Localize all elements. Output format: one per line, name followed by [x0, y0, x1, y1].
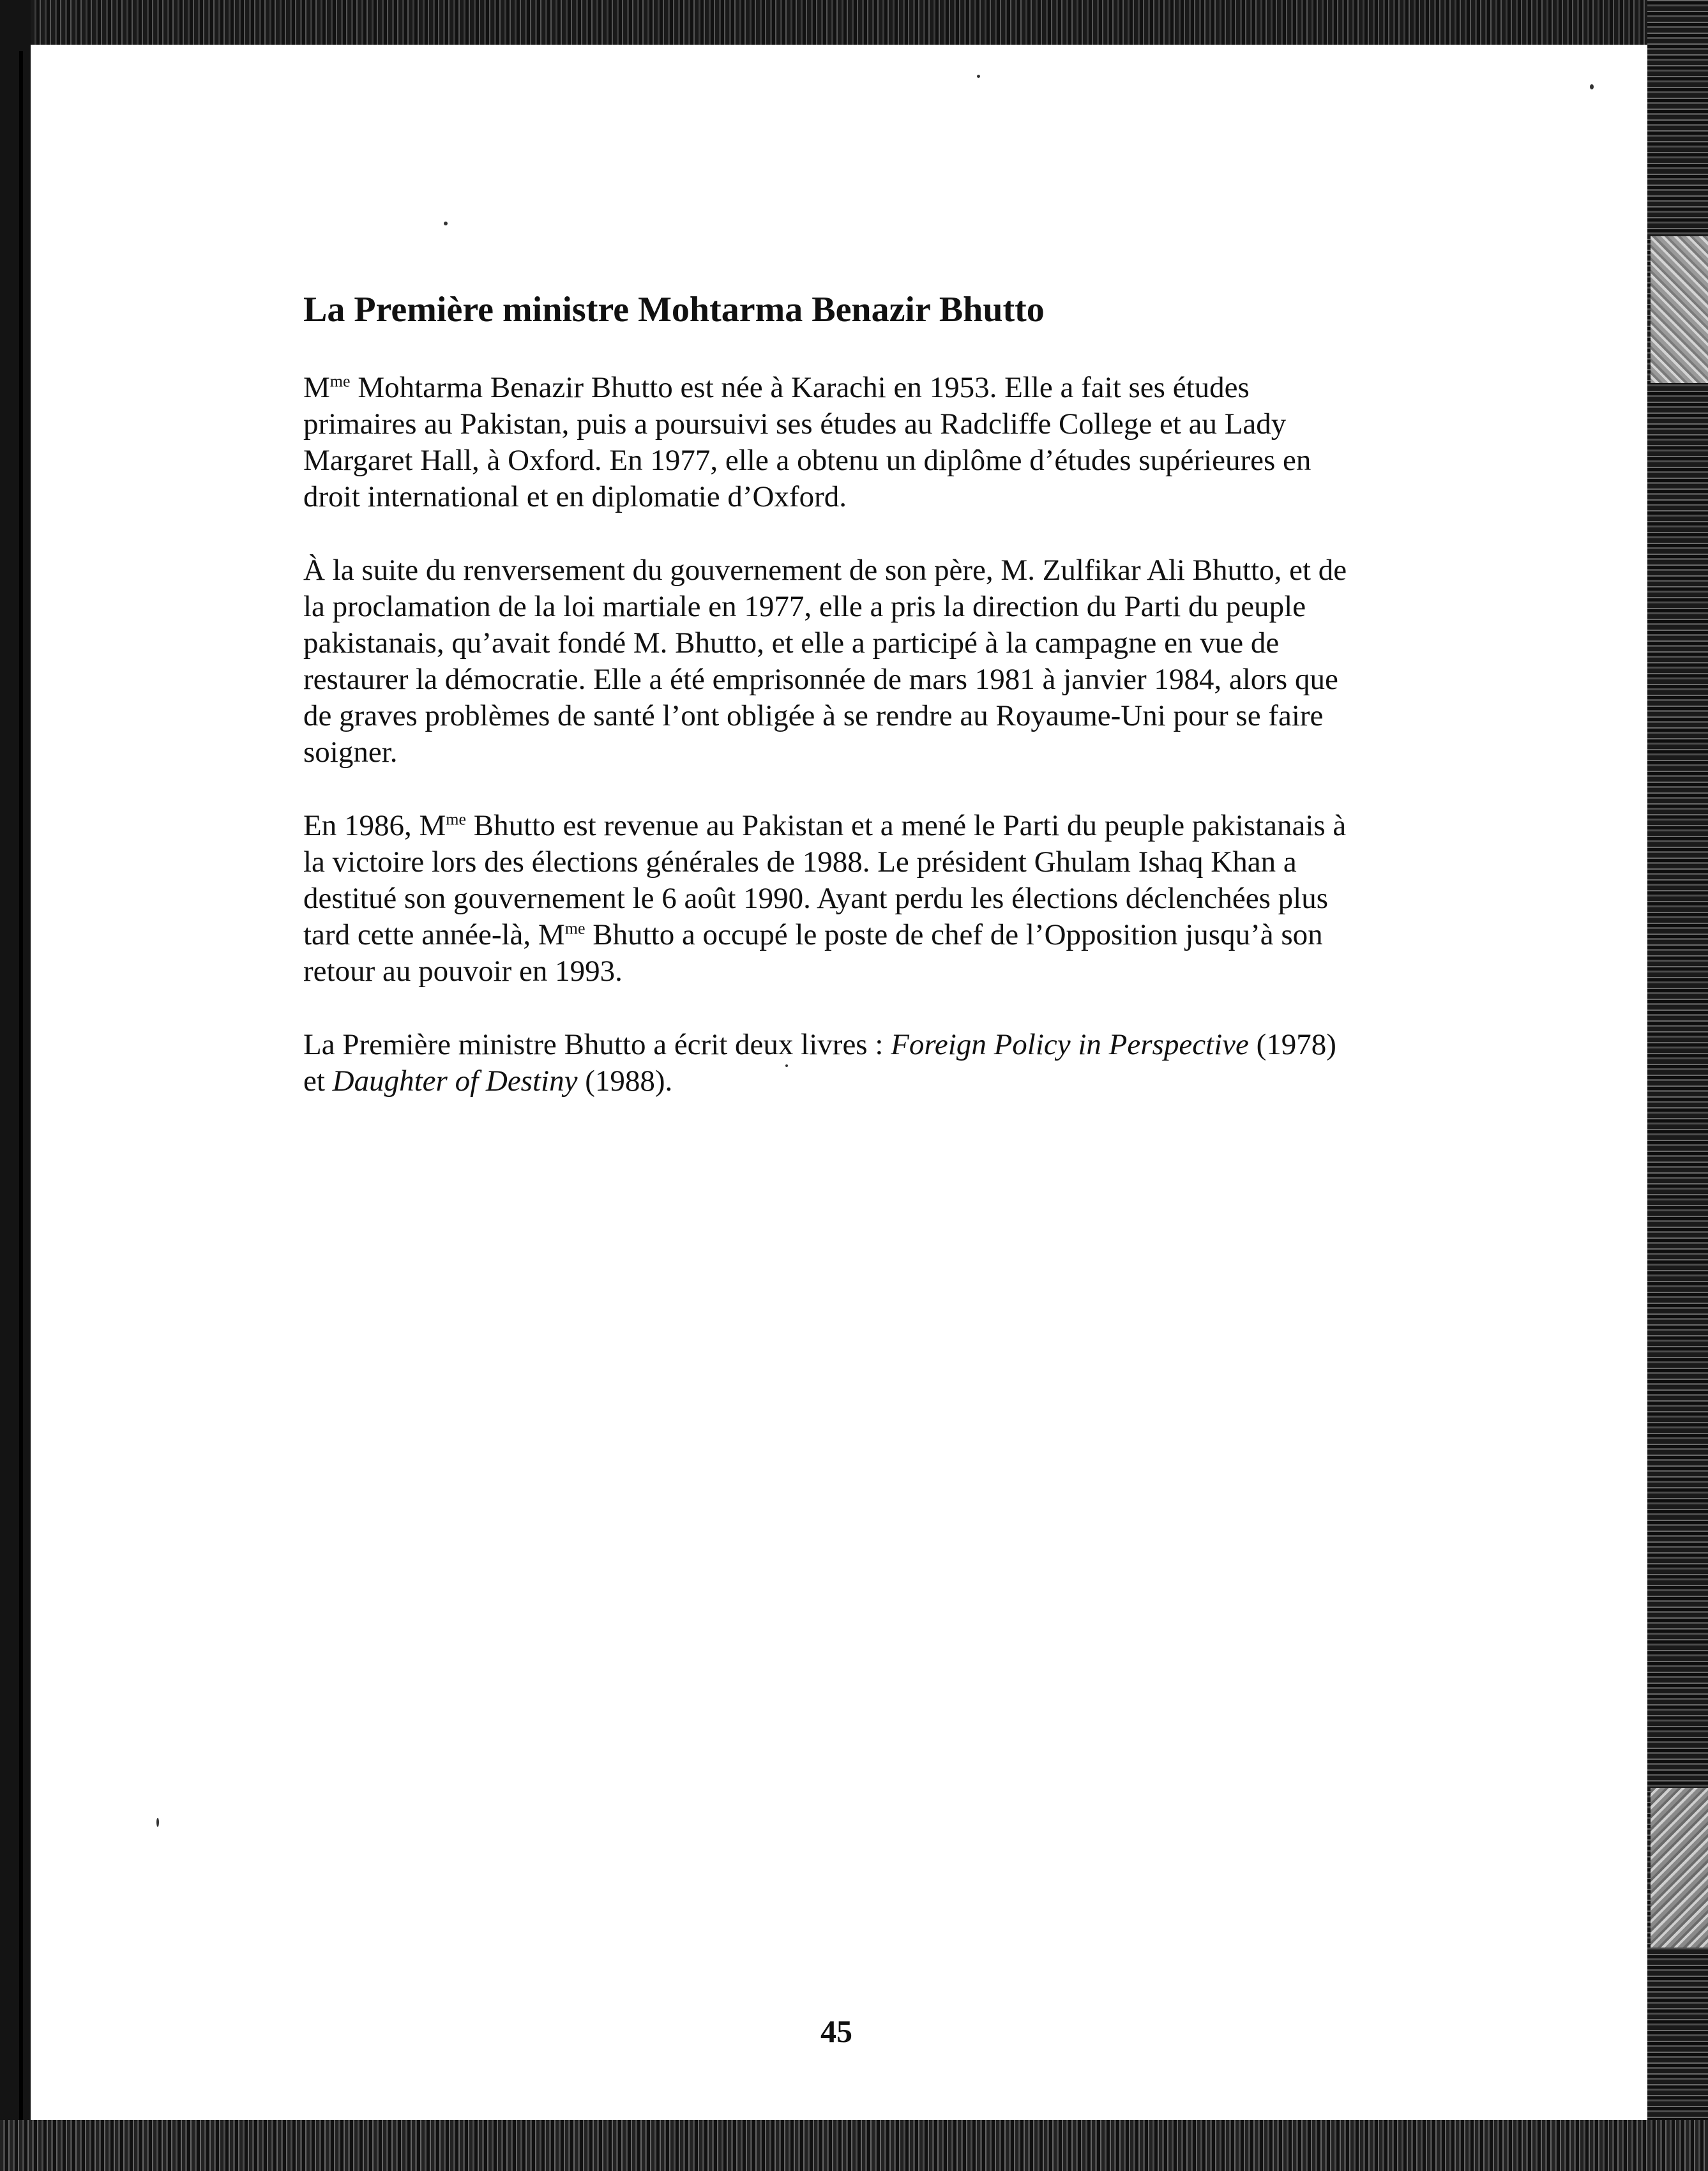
scan-artifact-right-lower: [1651, 1788, 1708, 1948]
binding-rule: [19, 51, 23, 2120]
honorific-superscript: me: [329, 372, 351, 391]
scan-artifact-right-upper: [1651, 236, 1708, 383]
paragraph-text: La Première ministre Bhutto a écrit deux livres :: [303, 1028, 891, 1062]
document-body: [303, 289, 1363, 1137]
scan-border-bottom: [0, 2120, 1708, 2171]
scan-border-top: [0, 0, 1708, 45]
page-title: La Première ministre Mohtarma Benazir Bhutto: [303, 290, 1045, 329]
scan-speck: [156, 1818, 159, 1827]
paragraph-text: Bhutto a occupé le poste de chef de l’Opposition jusqu’à son retour au pouvoir en 1993.: [303, 918, 1323, 988]
scan-border-left: [0, 0, 31, 2171]
paragraph-text: Bhutto est revenue au Pakistan et a mené le Parti du peuple pakistanais à la victoire lors des élections générales de 1988. Le président Ghulam Ishaq Khan a destitué son gouvernement le 6 août 1990. Ayant perdu les élections déclenchées plus tard cette année-là, M: [303, 809, 1347, 952]
honorific-prefix: M: [303, 371, 330, 405]
page-number: 45: [820, 2013, 852, 2049]
paragraph-books: [303, 1027, 1363, 1100]
book-title: Foreign Policy in Perspective: [891, 1028, 1249, 1062]
scan-speck: [1590, 84, 1594, 89]
paragraph-text: (1988).: [577, 1064, 673, 1098]
honorific-superscript: me: [564, 919, 586, 938]
paragraph-government: [303, 808, 1363, 990]
paragraph-text: En 1986, M: [303, 809, 446, 843]
scan-speck: [977, 75, 980, 78]
paragraph-text: Mohtarma Benazir Bhutto est née à Karachi en 1953. Elle a fait ses études primaires au Pakistan, puis a poursuivi ses études au Radcliffe College et au Lady Margaret Hall, à Oxford. En 1977, elle a obtenu un diplôme d’études supérieures en droit international et en diplomatie d’Oxford.: [303, 371, 1311, 514]
paragraph-biography-education: [303, 370, 1363, 515]
honorific-superscript: me: [446, 810, 467, 829]
book-title: Daughter of Destiny: [332, 1064, 578, 1098]
paragraph-political-career: À la suite du renversement du gouvernement de son père, M. Zulfikar Ali Bhutto, et de la proclamation de la loi martiale en 1977, elle a pris la direction du Parti du peuple pakistanais, qu’avait fondé M. Bhutto, et elle a participé à la campagne en vue de restaurer la démocratie. Elle a été emprisonnée de mars 1981 à janvier 1984, alors que de graves problèmes de santé l’ont obligée à se rendre au Royaume-Uni pour se faire soigner.: [303, 554, 1347, 769]
paragraph-text: (1978) et: [303, 1028, 1336, 1098]
document-page: [32, 46, 1646, 2119]
scan-speck: [444, 222, 448, 225]
